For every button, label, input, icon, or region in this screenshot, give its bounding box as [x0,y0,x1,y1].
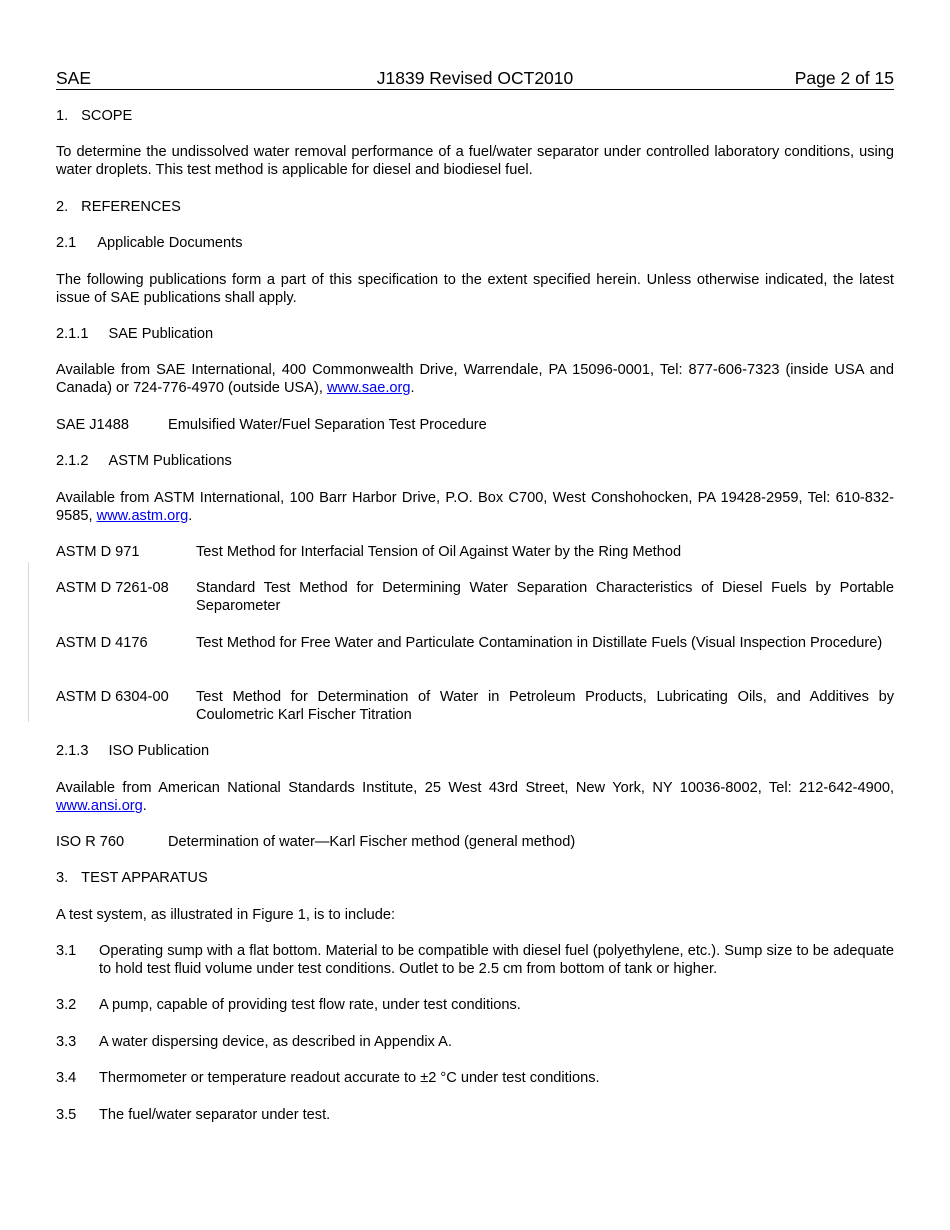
reference-code: ASTM D 6304-00 [56,689,169,705]
apparatus-item-number: 3.2 [56,997,77,1013]
apparatus-item-text: Operating sump with a flat bottom. Material to be compatible with diesel fuel (polyethylene, etc.). Sump size to be adequate to hold test fluid volume under test conditions. Outlet to be 2.5 cm from bottom of tank or higher. [99,943,894,977]
reference-title: Standard Test Method for Determining Water Separation Characteristics of Diesel Fuels by Portable Separometer [196,580,894,614]
apparatus-item-text: Thermometer or temperature readout accurate to ±2 °C under test conditions. [99,1070,600,1086]
margin-change-bar [28,562,29,722]
reference-row [56,579,894,615]
apparatus-item-text: A water dispersing device, as described in Appendix A. [99,1034,452,1050]
astm-website-link[interactable]: www.astm.org [96,508,189,524]
ansi-website-link[interactable]: www.ansi.org [56,798,143,814]
apparatus-item [56,1069,894,1087]
reference-row [56,416,894,434]
reference-title: Test Method for Interfacial Tension of Oil Against Water by the Ring Method [196,544,682,560]
applicable-documents-paragraph: The following publications form a part of this specification to the extent specified herein. Unless otherwise indicated, the latest issue of SAE publications shall apply. [56,272,894,306]
section-test-apparatus-heading: 3. TEST APPARATUS [56,870,208,886]
sae-website-link[interactable]: www.sae.org [326,380,411,396]
reference-title: Determination of water—Karl Fischer method (general method) [168,834,576,850]
apparatus-item [56,996,894,1014]
reference-title: Emulsified Water/Fuel Separation Test Procedure [168,417,487,433]
apparatus-item-number: 3.4 [56,1070,77,1086]
apparatus-item-text: A pump, capable of providing test flow rate, under test conditions. [99,997,521,1013]
scope-paragraph: To determine the undissolved water removal performance of a fuel/water separator under controlled laboratory conditions, using water droplets. This test method is applicable for diesel and biodiesel fuel. [56,144,894,178]
subsection-applicable-documents: 2.1 Applicable Documents [56,235,243,251]
header-org: SAE [56,68,92,88]
reference-row [56,634,894,670]
reference-code: ASTM D 7261-08 [56,580,169,596]
apparatus-item-number: 3.5 [56,1107,77,1123]
apparatus-item-number: 3.1 [56,943,77,959]
subsection-iso-publication: 2.1.3 ISO Publication [56,743,210,759]
reference-code: ASTM D 971 [56,544,140,560]
reference-row [56,833,894,851]
subsection-sae-publication: 2.1.1 SAE Publication [56,326,214,342]
sae-availability-paragraph: Available from SAE International, 400 Commonwealth Drive, Warrendale, PA 15096-0001, Tel: 877-606-7323 (inside USA and Canada) or 724-776-4970 (outside USA), www.sae.org. [56,362,894,396]
reference-title: Test Method for Determination of Water in Petroleum Products, Lubricating Oils, and Additives by Coulometric Karl Fischer Titration [196,689,894,723]
astm-availability-paragraph: Available from ASTM International, 100 Barr Harbor Drive, P.O. Box C700, West Conshohocken, PA 19428-2959, Tel: 610-832-9585, www.astm.org. [56,490,894,524]
reference-row [56,543,894,561]
apparatus-item-number: 3.3 [56,1034,77,1050]
subsection-astm-publications: 2.1.2 ASTM Publications [56,453,232,469]
reference-title: Test Method for Free Water and Particulate Contamination in Distillate Fuels (Visual Inspection Procedure) [196,635,883,651]
apparatus-item [56,1033,894,1051]
reference-code: SAE J1488 [56,417,130,433]
iso-availability-paragraph: Available from American National Standards Institute, 25 West 43rd Street, New York, NY 10036-8002, Tel: 212-642-4900, www.ansi.org. [56,780,894,814]
test-apparatus-intro: A test system, as illustrated in Figure 1, is to include: [56,907,396,923]
section-scope-heading: 1. SCOPE [56,108,133,124]
apparatus-item-text: The fuel/water separator under test. [99,1107,331,1123]
header-page-number: Page 2 of 15 [794,68,894,88]
reference-code: ASTM D 4176 [56,635,148,651]
apparatus-item [56,942,894,978]
reference-code: ISO R 760 [56,834,125,850]
reference-row [56,688,894,724]
page-header [56,68,894,90]
section-references-heading: 2. REFERENCES [56,199,181,215]
apparatus-item [56,1106,894,1124]
header-doc-id: J1839 Revised OCT2010 [376,68,574,88]
